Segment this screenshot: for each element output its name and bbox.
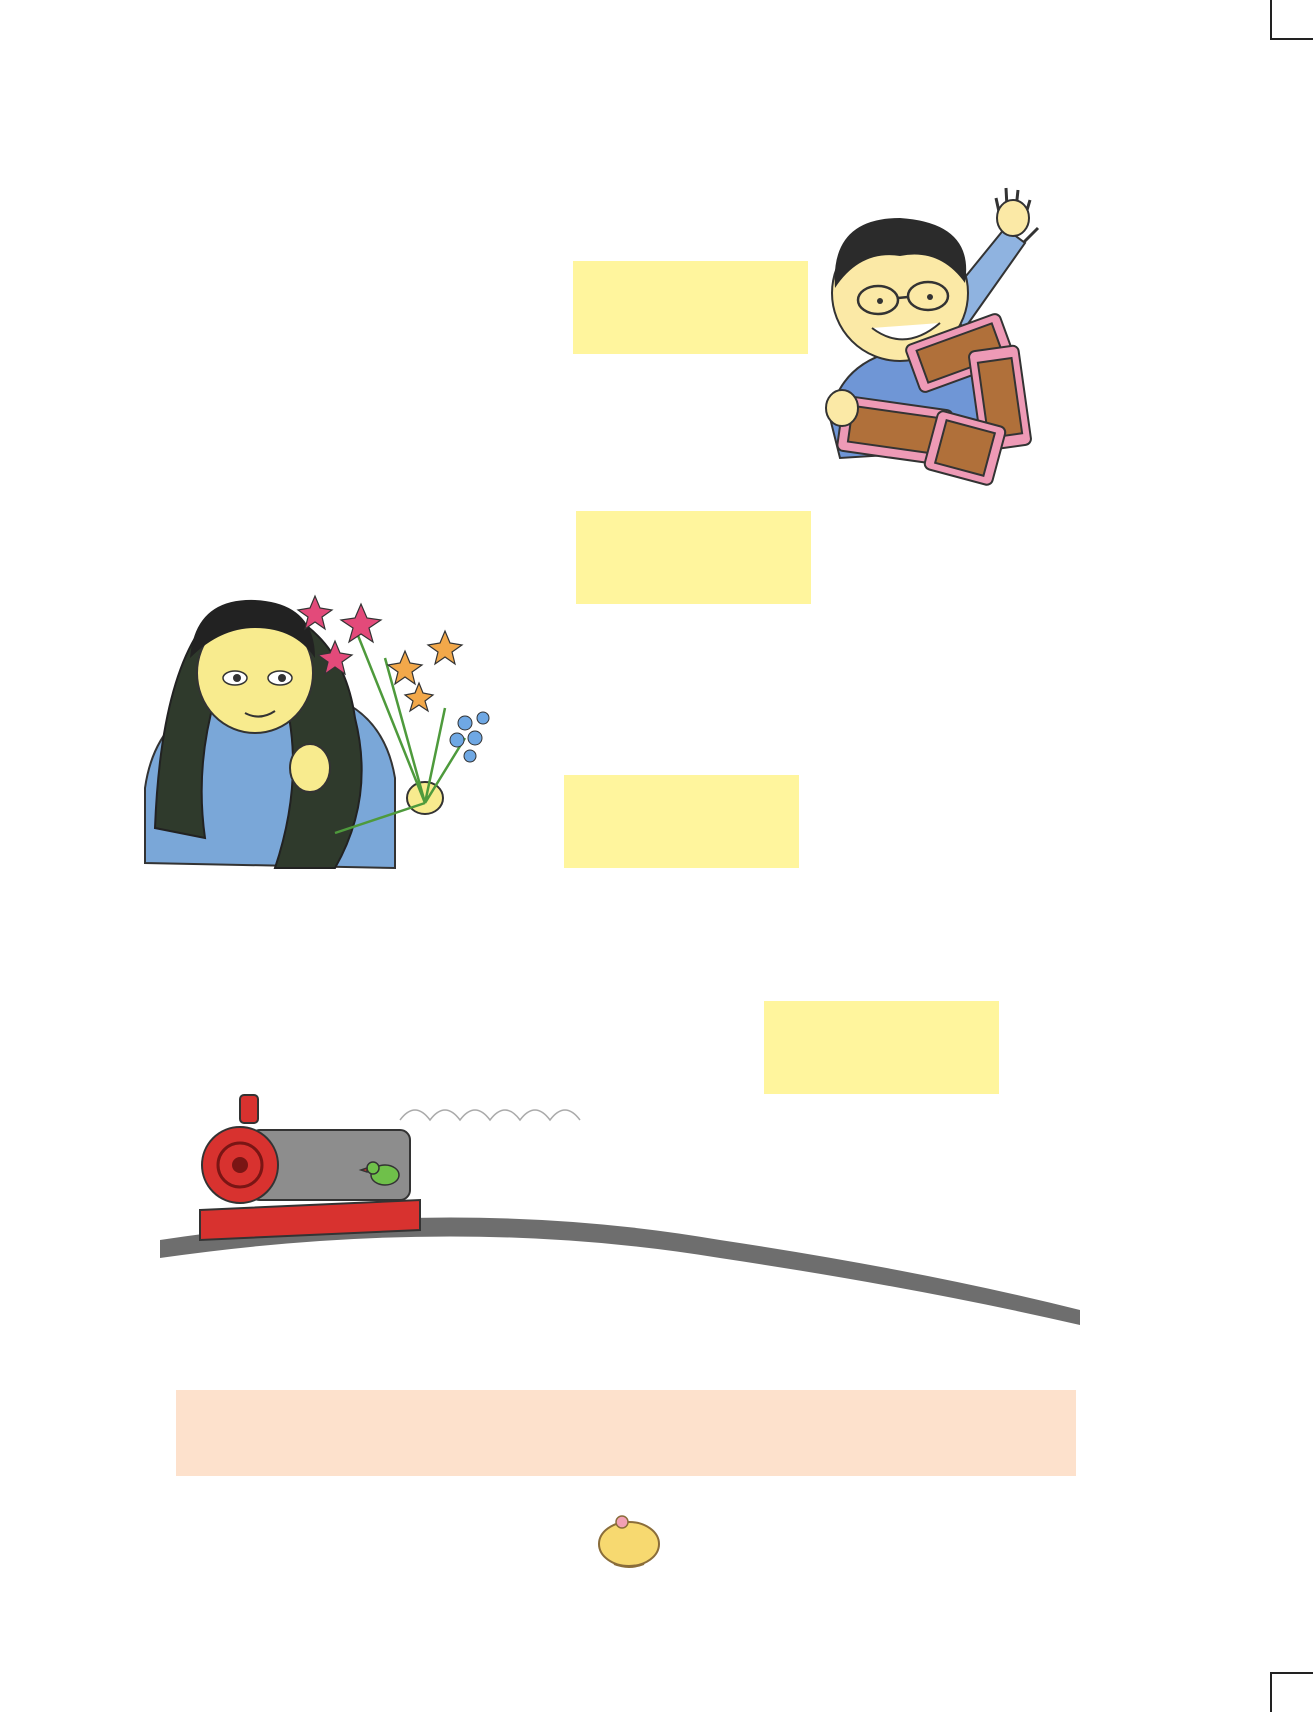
crop-mark-top-right: [1270, 0, 1313, 40]
sabiha-flowers-illustration: [135, 578, 505, 878]
answer-box-e[interactable]: [564, 775, 799, 868]
teacher-note: [176, 1390, 1076, 1476]
right-hand-border: [1180, 118, 1240, 1588]
answer-box-d[interactable]: [576, 511, 811, 604]
answer-box-f[interactable]: [764, 1001, 999, 1094]
page-number-badge: [594, 1510, 664, 1570]
bottom-hand-border: [28, 1600, 1228, 1660]
ramu-biscuits-illustration: [800, 168, 1100, 508]
top-hand-border: [28, 66, 1228, 126]
train-illustration: [160, 1090, 1085, 1335]
answer-box-c[interactable]: [573, 261, 808, 354]
crop-mark-bottom-right: [1270, 1672, 1313, 1712]
snail-icon: [594, 1510, 664, 1570]
